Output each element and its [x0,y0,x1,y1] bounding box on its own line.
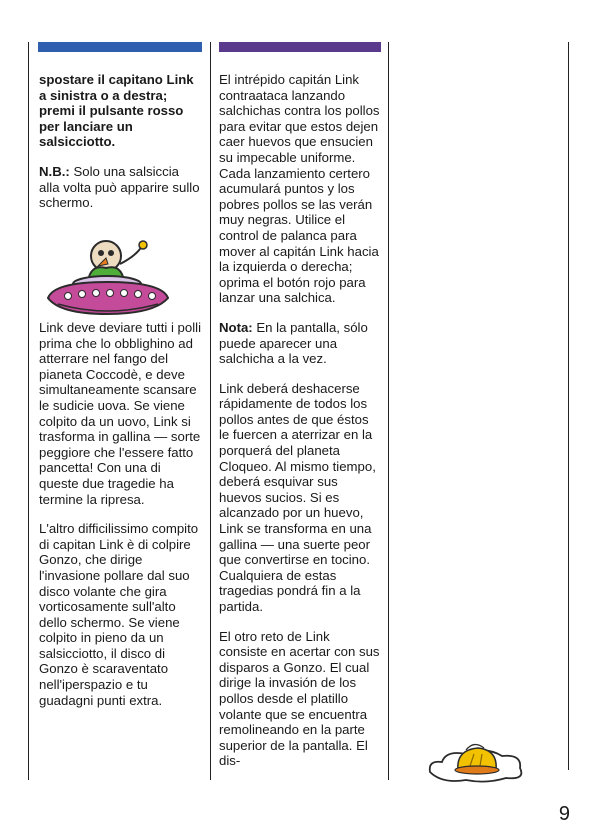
column-rule-far-right [568,42,569,770]
italian-paragraph-2: L'altro difficilissimo compito di capitan Link è di colpire Gonzo, che dirige l'invasione pollare dal suo disco volante che gira vorticosamente sull'alto dello schermo. Se viene colpito in pieno da un salsicciotto, il disco di Gonzo è scaraventato nell'iperspazio e tu guadagni punti extra. [39,521,199,708]
column-rule-left [28,42,29,780]
italian-color-bar [38,42,202,52]
nb-text: Solo una salsiccia alla volta può apparire sullo schermo. [39,163,200,211]
spanish-paragraph-1: El intrépido capitán Link contraataca lanzando salchichas contra los pollos para evitar que estos dejen caer huevos que ensucien su impecable uniforme. Cada lanzamiento certero acumulará puntos y los pobres pollos se las verán muy negras. Utilice el control de palanca para mover al capitán Link hacia la izquierda o derecha; oprima el botón rojo para lanzar una salchica. [219,72,380,306]
italian-paragraph-1: Link deve deviare tutti i polli prima che lo obblighino ad atterrare nel fango del pianeta Coccodè, e deve simultaneamente scansare le sudicie uova. Se viene colpito da un uovo, Link si trasforma in gallina — sorte peggiore che l'essere fatto pancetta! Con una di queste due tragedie ha termine la ripresa. [39,320,202,507]
column-rule-middle [210,42,211,780]
nota-label: Nota: [219,319,253,335]
fried-egg-icon [426,736,526,784]
spanish-note [219,320,381,367]
spanish-column [219,72,381,783]
italian-intro: spostare il capitano Link a sinistra o a destra; premi il pulsante rosso per lanciare un salsicciotto. [39,72,194,150]
column-rule-right [388,42,389,780]
italian-note [39,164,203,211]
alien-in-saucer-icon [44,234,174,318]
spanish-paragraph-3: El otro reto de Link consiste en acertar con sus disparos a Gonzo. El cual dirige la invasión de los pollos desde el platillo volante que se encuentra remolineando en la parte superior de la pantalla. El dis- [219,628,380,769]
spanish-color-bar [219,42,381,52]
italian-column-bottom [39,320,203,722]
nb-label: N.B.: [39,163,70,179]
spanish-paragraph-2: Link deberá deshacerse rápidamente de todos los pollos antes de que éstos le fuercen a aterrizar en la porquerá del planeta Cloqueo. Al mismo tiempo, deberá esquivar sus huevos sucios. Si es alcanzado por un huevo, Link se transforma en una gallina — una suerte peor que convertirse en tocino. Cualquiera de estas tragedias pondrá fin a la partida. [219,380,376,614]
italian-column-top [39,72,203,225]
page-number: 9 [558,803,570,825]
nota-text: En la pantalla, sólo puede aparecer una salchicha a la vez. [219,319,368,367]
